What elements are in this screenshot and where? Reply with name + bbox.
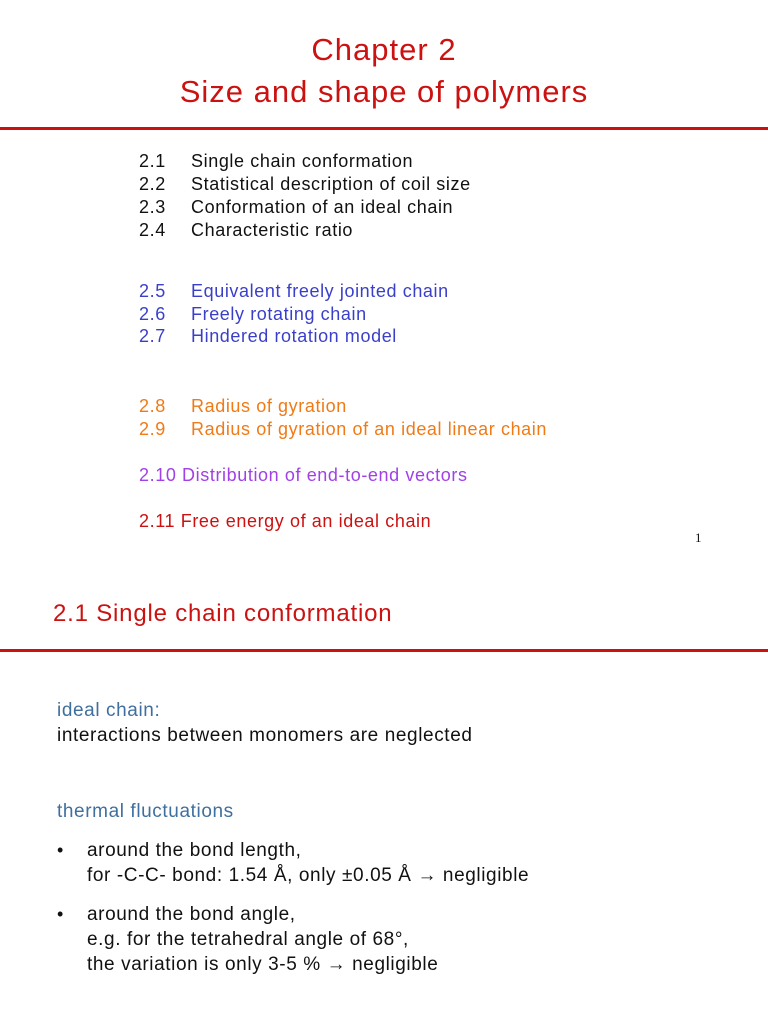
toc-text: Distribution of end-to-end vectors: [182, 465, 468, 485]
toc-number: 2.6: [139, 304, 166, 324]
chapter-title-line2: Size and shape of polymers: [179, 74, 589, 109]
toc-item: [139, 197, 453, 218]
toc-text: Hindered rotation model: [191, 326, 397, 346]
title-divider: [0, 127, 768, 130]
toc-item: [139, 281, 449, 302]
section-title: 2.1 Single chain conformation: [53, 600, 393, 627]
chapter-title-line1: Chapter 2: [311, 32, 457, 67]
toc-item: [139, 304, 367, 325]
toc-number: 2.5: [139, 281, 166, 301]
toc-number: 2.4: [139, 220, 166, 240]
toc-number: 2.3: [139, 197, 166, 217]
toc-item: [139, 174, 471, 195]
toc-item: [139, 396, 347, 417]
ideal-chain-description: interactions between monomers are neglected: [57, 725, 473, 746]
toc-text: Single chain conformation: [191, 151, 414, 171]
bullet-icon: •: [57, 904, 64, 924]
toc-text: Statistical description of coil size: [191, 174, 471, 194]
section-divider: [0, 649, 768, 652]
thermal-fluctuations-label: thermal fluctuations: [57, 801, 234, 822]
bullet-line: the variation is only 3-5 % → negligible: [87, 954, 439, 975]
toc-number: 2.10: [139, 465, 177, 485]
toc-number: 2.8: [139, 396, 166, 416]
ideal-chain-label: ideal chain:: [57, 700, 161, 721]
toc-text: Equivalent freely jointed chain: [191, 281, 449, 301]
toc-item: [139, 151, 413, 172]
toc-text: Radius of gyration of an ideal linear chain: [191, 419, 548, 439]
toc-text: Radius of gyration: [191, 396, 347, 416]
bullet-line: around the bond length,: [87, 840, 302, 861]
bullet-icon: •: [57, 840, 64, 860]
toc-number: 2.9: [139, 419, 166, 439]
bullet-line: e.g. for the tetrahedral angle of 68°,: [87, 929, 409, 950]
toc-item: [139, 465, 468, 486]
toc-text: Free energy of an ideal chain: [180, 511, 432, 531]
toc-number: 2.2: [139, 174, 166, 194]
bullet-line: for -C-C- bond: 1.54 Å, only ±0.05 Å → negligible: [87, 865, 530, 886]
toc-number: 2.7: [139, 326, 166, 346]
toc-text: Characteristic ratio: [191, 220, 354, 240]
toc-item: [139, 419, 547, 440]
toc-number: 2.1: [139, 151, 166, 171]
toc-text: Freely rotating chain: [191, 304, 367, 324]
toc-item: [139, 220, 353, 241]
toc-number: 2.11: [139, 511, 176, 531]
bullet-line: around the bond angle,: [87, 904, 296, 925]
page-number: 1: [695, 530, 702, 545]
toc-item: [139, 326, 397, 347]
toc-text: Conformation of an ideal chain: [191, 197, 454, 217]
toc-item: [139, 511, 431, 532]
